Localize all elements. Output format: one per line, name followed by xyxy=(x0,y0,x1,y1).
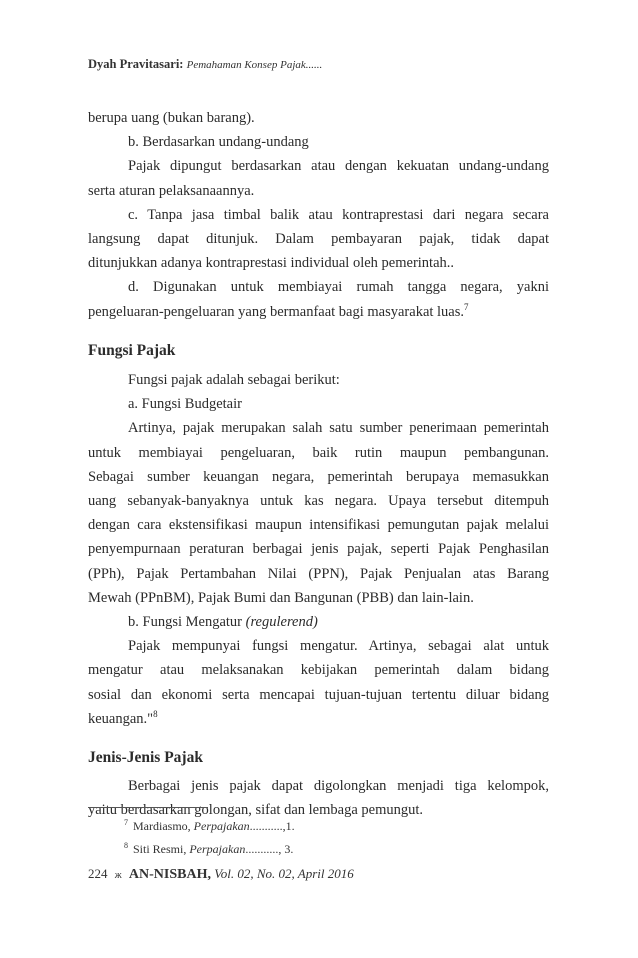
journal-name: AN-NISBAH, xyxy=(128,867,211,882)
subpoint-b-label: b. Fungsi Mengatur xyxy=(128,614,242,631)
footnote-ref: 8 xyxy=(153,709,158,720)
body-line: serta aturan pelaksanaannya. xyxy=(88,182,255,199)
subpoint-a: a. Fungsi Budgetair xyxy=(128,396,242,413)
body-line: yaitu berdasarkan golongan, sifat dan lembaga pemungut. xyxy=(88,802,424,819)
subpoint-b: b. Berdasarkan undang-undang xyxy=(128,134,309,151)
page-body xyxy=(88,106,549,823)
body-line: Pajak dipungut berdasarkan atau dengan kekuatan undang-undang xyxy=(128,158,549,175)
body-line: untuk membiayai pengeluaran, baik rutin maupun pembangunan. xyxy=(88,444,549,461)
body-line: dengan cara ekstensifikasi maupun intensifikasi pemungutan pajak melalui xyxy=(88,517,549,534)
subpoint-b xyxy=(88,610,549,634)
page-number: 224 xyxy=(88,866,108,881)
subpoint-b-term: (regulerend) xyxy=(245,614,318,631)
body-line: Artinya, pajak merupakan salah satu sumber penerimaan pemerintah xyxy=(128,420,549,437)
journal-volume: Vol. 02, No. 02, April 2016 xyxy=(214,866,354,881)
body-line: langsung dapat ditunjuk. Dalam pembayaran pajak, tidak dapat xyxy=(88,231,549,248)
footnote-ref: 7 xyxy=(464,301,469,312)
section-heading-jenis-pajak: Jenis-Jenis Pajak xyxy=(88,749,203,767)
body-line: Sebagai sumber keuangan negara, pemerintah berupaya memasukkan xyxy=(88,468,549,485)
body-line: Pajak mempunyai fungsi mengatur. Artinya, sebagai alat untuk xyxy=(128,638,549,655)
footnote-7 xyxy=(124,813,295,836)
ornament-glyph: ж xyxy=(114,870,122,881)
running-header xyxy=(88,57,322,72)
footnote-work: Perpajakan xyxy=(189,842,246,856)
body-line: Mewah (PPnBM), Pajak Bumi dan Bangunan (PBB) dan lain-lain. xyxy=(88,589,474,606)
body-line: uang sebanyak-banyaknya untuk kas negara. Upaya tersebut ditempuh xyxy=(88,493,549,510)
footnote-number: 8 xyxy=(124,841,128,850)
section-heading-fungsi-pajak: Fungsi Pajak xyxy=(88,341,176,359)
footnote-8 xyxy=(124,836,295,859)
body-line: mengatur atau melaksanakan kebijakan pemerintah dalam bidang xyxy=(88,662,549,679)
footnote-divider xyxy=(88,807,208,808)
body-line: sosial dan ekonomi serta mencapai tujuan-tujuan tertentu diluar bidang xyxy=(88,686,549,703)
footnote-work: Perpajakan xyxy=(193,819,250,833)
page-footer xyxy=(88,866,354,883)
footnote-author: Siti Resmi, xyxy=(133,842,187,856)
body-line: (PPh), Pajak Pertambahan Nilai (PPN), Pajak Penjualan atas Barang xyxy=(88,565,549,582)
body-line: penyempurnaan peraturan berbagai jenis pajak, seperti Pajak Penghasilan xyxy=(88,541,549,558)
header-author: Dyah Pravitasari: xyxy=(88,57,184,71)
footnotes xyxy=(124,813,295,859)
footnote-author: Mardiasmo, xyxy=(133,819,191,833)
intro-line: Fungsi pajak adalah sebagai berikut: xyxy=(128,372,340,389)
footnote-number: 7 xyxy=(124,818,128,827)
body-line xyxy=(88,707,549,731)
subpoint-d: d. Digunakan untuk membiayai rumah tangga negara, yakni xyxy=(128,279,549,296)
body-line-text: keuangan." xyxy=(88,710,154,727)
body-line: Berbagai jenis pajak dapat digolongkan menjadi tiga kelompok, xyxy=(128,778,549,795)
footnote-rest: ...........,1. xyxy=(249,819,295,833)
body-line: berupa uang (bukan barang). xyxy=(88,110,255,126)
footnote-rest: ..........., 3. xyxy=(245,842,294,856)
body-line-text: pengeluaran-pengeluaran yang bermanfaat bagi masyarakat luas. xyxy=(88,303,465,320)
subpoint-c: c. Tanpa jasa timbal balik atau kontraprestasi dari negara secara xyxy=(128,206,549,223)
header-title: Pemahaman Konsep Pajak...... xyxy=(186,59,323,71)
body-line xyxy=(88,300,549,324)
body-line: ditunjukkan adanya kontraprestasi individual oleh pemerintah.. xyxy=(88,255,455,272)
